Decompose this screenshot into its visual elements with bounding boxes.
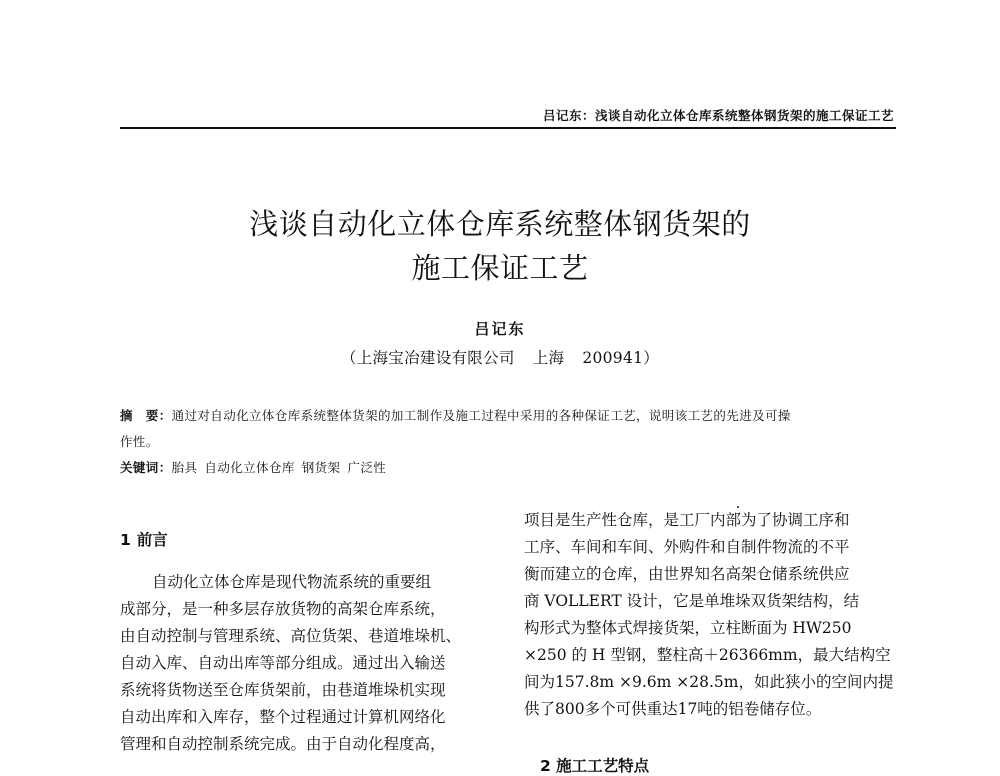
body-line: 由自动控制与管理系统、高位货架、巷道堆垛机、: [120, 627, 462, 645]
body-line: 工序、车间和车间、外购件和自制件物流的不平: [524, 538, 850, 556]
body-line: 衡而建立的仓库，由世界知名高架仓储系统供应: [524, 565, 850, 583]
section-title-text: 前言: [136, 531, 168, 549]
body-line: 系统将货物送至仓库货架前，由巷道堆垛机实现: [120, 681, 446, 699]
body-line: 间为157.8m ×9.6m ×28.5m，如此狭小的空间内提: [524, 673, 894, 691]
body-line: 构形式为整体式焊接货架，立柱断面为 HW250: [524, 619, 852, 637]
keyword: 自动化立体仓库: [204, 460, 295, 475]
body-line: 管理和自动控制系统完成。由于自动化程度高，: [120, 735, 446, 753]
abstract-label: 摘 要：: [120, 408, 172, 423]
keyword: 胎具: [171, 460, 198, 475]
keyword: 广泛性: [347, 460, 387, 475]
affiliation-org: （上海宝冶建设有限公司: [340, 349, 515, 367]
title-line-1: 浅谈自动化立体仓库系统整体钢货架的: [249, 207, 751, 241]
body-line: 自动入库、自动出库等部分组成。通过出入输送: [120, 654, 446, 672]
body-line: 商 VOLLERT 设计，它是单堆垛双货架结构，结: [524, 592, 860, 610]
title-line-2: 施工保证工艺: [411, 251, 589, 285]
article-title: [0, 202, 1000, 290]
body-line: 供了800多个可供重达17吨的铝卷储存位。: [524, 700, 822, 718]
section-number: 1: [120, 531, 131, 549]
abstract: [120, 403, 898, 455]
keywords-label: 关键词：: [120, 460, 172, 475]
author-name: 吕记东: [474, 320, 526, 338]
keywords: [120, 455, 898, 481]
affiliation-city: 上海: [532, 349, 565, 367]
running-head-rule: [120, 127, 896, 129]
abstract-text-line-2: 作性。: [120, 434, 159, 449]
left-column-body: [120, 569, 485, 758]
section-heading-introduction: [120, 528, 168, 550]
abstract-text-line-1: 通过对自动化立体仓库系统整体货架的加工制作及施工过程中采用的各种保证工艺，说明该工艺的先进及可操: [171, 408, 791, 423]
right-column-body: [524, 507, 900, 723]
next-section-heading-cut: 2 施工工艺特点: [540, 757, 650, 775]
body-line: 项目是生产性仓库，是工厂内部为了协调工序和: [524, 511, 850, 529]
keyword: 钢货架: [301, 460, 341, 475]
running-head: 吕记东：浅谈自动化立体仓库系统整体钢货架的施工保证工艺: [542, 108, 894, 123]
affiliation-postcode: 200941）: [582, 349, 660, 367]
body-line: 成部分，是一种多层存放货物的高架仓库系统，: [120, 600, 446, 618]
body-line: 自动化立体仓库是现代物流系统的重要组: [152, 573, 432, 591]
body-line: 自动出库和入库存，整个过程通过计算机网络化: [120, 708, 446, 726]
body-line: ×250 的 H 型钢，整柱高＋26366mm，最大结构空: [524, 646, 891, 664]
affiliation: [0, 346, 1000, 368]
